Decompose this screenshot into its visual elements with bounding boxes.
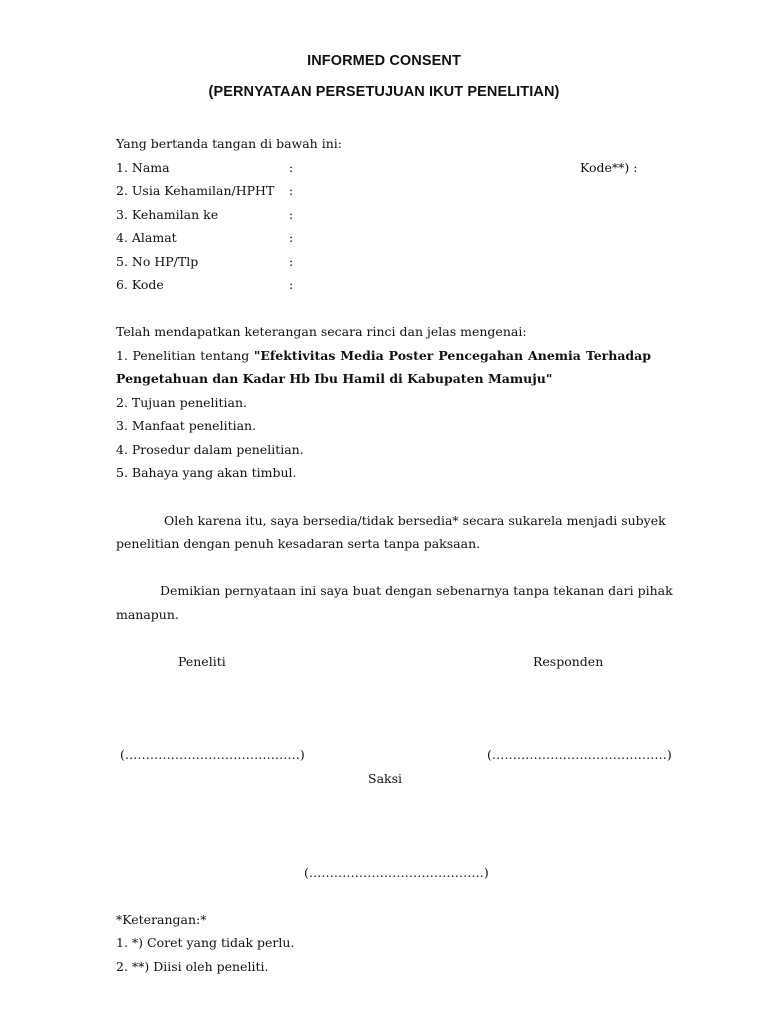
notes-title: *Keterangan:* bbox=[116, 912, 207, 927]
field-code-colon: : bbox=[289, 277, 294, 292]
statement-para1-line1: Oleh karena itu, saya bersedia/tidak bersedia* secara sukarela menjadi subyek bbox=[164, 513, 666, 528]
field-phone-colon: : bbox=[289, 254, 294, 269]
note-item-1: 1. *) Coret yang tidak perlu. bbox=[116, 935, 295, 950]
info-item-procedure: 4. Prosedur dalam penelitian. bbox=[116, 442, 304, 457]
field-pregnancy-number-colon: : bbox=[289, 207, 294, 222]
note-item-2: 2. **) Diisi oleh peneliti. bbox=[116, 959, 269, 974]
kode-label: Kode**) : bbox=[580, 160, 638, 175]
field-name-label: 1. Nama bbox=[116, 160, 170, 175]
statement-para2-line2: manapun. bbox=[116, 607, 179, 622]
document-title: INFORMED CONSENT bbox=[307, 53, 461, 69]
field-address-label: 4. Alamat bbox=[116, 230, 177, 245]
research-prefix: 1. Penelitian tentang bbox=[116, 348, 250, 363]
information-intro: Telah mendapatkan keterangan secara rinci dan jelas mengenai: bbox=[116, 324, 527, 339]
field-pregnancy-number-label: 3. Kehamilan ke bbox=[116, 207, 219, 222]
field-gestational-age-label: 2. Usia Kehamilan/HPHT bbox=[116, 183, 275, 198]
respondent-signature-blank: (……………………………………) bbox=[487, 747, 672, 762]
field-address-colon: : bbox=[289, 230, 294, 245]
research-title-line-2: Pengetahuan dan Kadar Hb Ibu Hamil di Kabupaten Mamuju" bbox=[116, 371, 553, 386]
info-item-benefits: 3. Manfaat penelitian. bbox=[116, 418, 257, 433]
statement-para2-line1: Demikian pernyataan ini saya buat dengan sebenarnya tanpa tekanan dari pihak bbox=[160, 583, 673, 598]
identity-intro: Yang bertanda tangan di bawah ini: bbox=[116, 136, 342, 151]
statement-para1-line2: penelitian dengan penuh kesadaran serta tanpa paksaan. bbox=[116, 536, 481, 551]
field-phone-label: 5. No HP/Tlp bbox=[116, 254, 199, 269]
witness-signature-blank: (……………………………………) bbox=[304, 865, 489, 880]
research-title-line-1 bbox=[116, 348, 651, 363]
info-item-risks: 5. Bahaya yang akan timbul. bbox=[116, 465, 297, 480]
researcher-label: Peneliti bbox=[178, 654, 226, 669]
field-name-colon: : bbox=[289, 160, 294, 175]
witness-label: Saksi bbox=[368, 771, 403, 786]
field-gestational-age-colon: : bbox=[289, 183, 294, 198]
research-title-part-1: "Efektivitas Media Poster Pencegahan Anemia Terhadap bbox=[253, 348, 651, 363]
document-subtitle: (PERNYATAAN PERSETUJUAN IKUT PENELITIAN) bbox=[208, 84, 560, 100]
researcher-signature-blank: (……………………………………) bbox=[120, 747, 305, 762]
info-item-purpose: 2. Tujuan penelitian. bbox=[116, 395, 248, 410]
field-code-label: 6. Kode bbox=[116, 277, 164, 292]
respondent-label: Responden bbox=[533, 654, 604, 669]
